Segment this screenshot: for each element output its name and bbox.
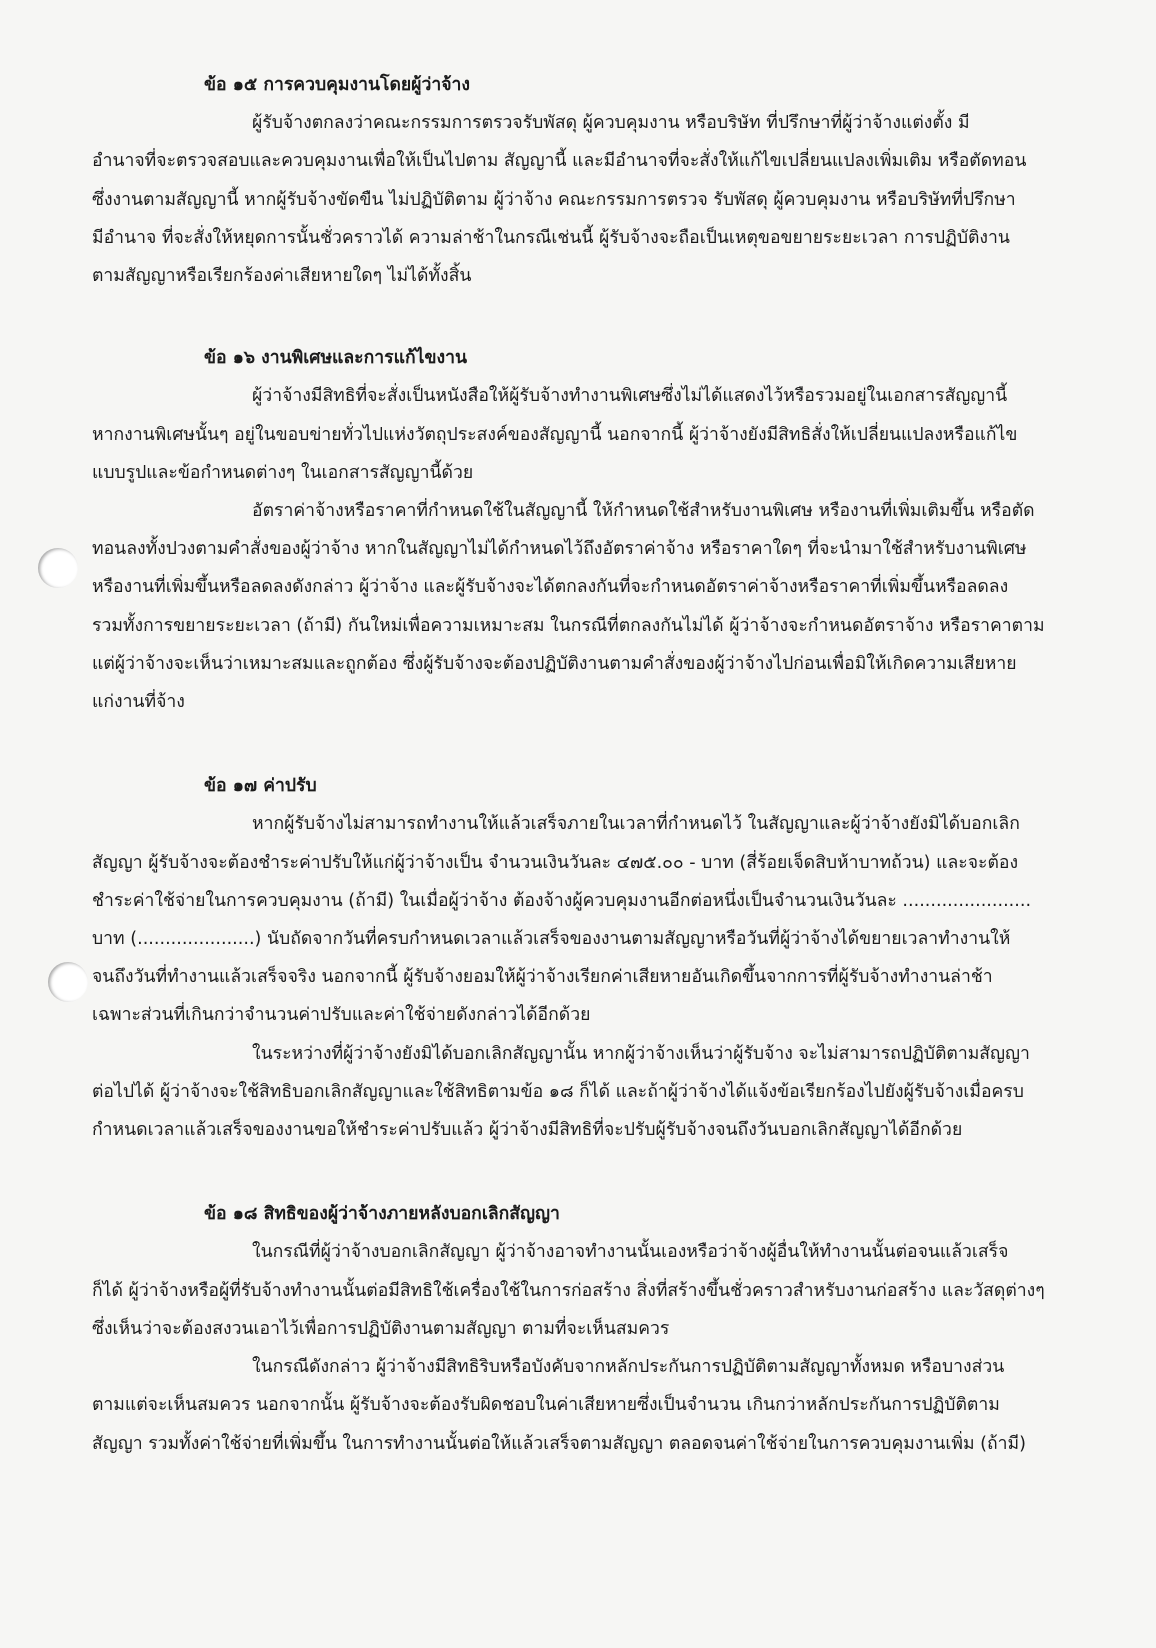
clause-17 (92, 767, 1062, 1149)
text-line: ผู้รับจ้างตกลงว่าคณะกรรมการตรวจรับพัสดุ ผู้ควบคุมงาน หรือบริษัท ที่ปรึกษาที่ผู้ว่าจ้างแต่งตั้ง มี (252, 113, 970, 134)
punch-hole-bottom (48, 962, 88, 1002)
clause-paragraph (92, 104, 1062, 295)
text-line: หากผู้รับจ้างไม่สามารถทำงานให้แล้วเสร็จภายในเวลาที่กำหนดไว้ ในสัญญาและผู้ว่าจ้างยังมิได้บอกเลิก (252, 814, 1020, 835)
punch-hole-top (38, 548, 78, 588)
text-line: ตามสัญญาหรือเรียกร้องค่าเสียหายใดๆ ไม่ได้ทั้งสิ้น (92, 266, 472, 287)
text-line: ซึ่งงานตามสัญญานี้ หากผู้รับจ้างขัดขืน ไม่ปฏิบัติตาม ผู้ว่าจ้าง คณะกรรมการตรวจ รับพัสดุ ผู้ควบคุมงาน หรือบริษัทที่ปรึกษา (92, 189, 1016, 210)
text-line: หากงานพิเศษนั้นๆ อยู่ในขอบข่ายทั่วไปแห่งวัตถุประสงค์ของสัญญานี้ นอกจากนี้ ผู้ว่าจ้างยังมีสิทธิสั่งให้เปลี่ยนแปลงหรือแก้ไข (92, 424, 1018, 445)
text-line: ในระหว่างที่ผู้ว่าจ้างยังมิได้บอกเลิกสัญญานั้น หากผู้ว่าจ้างเห็นว่าผู้รับจ้าง จะไม่สามารถปฏิบัติตามสัญญา (252, 1043, 1030, 1064)
text-line: เฉพาะส่วนที่เกินกว่าจำนวนค่าปรับและค่าใช้จ่ายดังกล่าวได้อีกด้วย (92, 1005, 591, 1026)
clause-15 (92, 66, 1062, 295)
document-body (92, 66, 1062, 1463)
clause-paragraph (92, 805, 1062, 1034)
text-line: ทอนลงทั้งปวงตามคำสั่งของผู้ว่าจ้าง หากในสัญญาไม่ได้กำหนดไว้ถึงอัตราค่าจ้าง หรือราคาใดๆ ที่จะนำมาใช้สำหรับงานพิเศษ (92, 539, 1027, 560)
text-line: แบบรูปและข้อกำหนดต่างๆ ในเอกสารสัญญานี้ด้วย (92, 462, 474, 483)
clause-paragraph (92, 492, 1062, 721)
text-line: ในกรณีดังกล่าว ผู้ว่าจ้างมีสิทธิริบหรือบังคับจากหลักประกันการปฏิบัติตามสัญญาทั้งหมด หรือบางส่วน (252, 1357, 1005, 1378)
text-line: มีอำนาจ ที่จะสั่งให้หยุดการนั้นชั่วคราวได้ ความล่าช้าในกรณีเช่นนี้ ผู้รับจ้างจะถือเป็นเหตุขอขยายระยะเวลา การปฏิบัติงาน (92, 227, 1010, 248)
text-line: บาท (.....................) นับถัดจากวันที่ครบกำหนดเวลาแล้วเสร็จของงานตามสัญญาหรือวันที่ผู้ว่าจ้างได้ขยายเวลาทำงานให้ (92, 929, 1011, 950)
clause-paragraph (92, 1348, 1062, 1463)
text-line: หรืองานที่เพิ่มขึ้นหรือลดลงดังกล่าว ผู้ว่าจ้าง และผู้รับจ้างจะได้ตกลงกันที่จะกำหนดอัตราค่าจ้างหรือราคาที่เพิ่มขึ้นหรือลดลง (92, 577, 1009, 598)
text-line: ซึ่งเห็นว่าจะต้องสงวนเอาไว้เพื่อการปฏิบัติงานตามสัญญา ตามที่จะเห็นสมควร (92, 1318, 670, 1339)
clause-heading: ข้อ ๑๕ การควบคุมงานโดยผู้ว่าจ้าง (204, 75, 471, 95)
text-line: อำนาจที่จะตรวจสอบและควบคุมงานเพื่อให้เป็นไปตาม สัญญานี้ และมีอำนาจที่จะสั่งให้แก้ไขเปลี่ยนแปลงเพิ่มเติม หรือตัดทอน (92, 151, 1027, 172)
text-line: สัญญา รวมทั้งค่าใช้จ่ายที่เพิ่มขึ้น ในการทำงานนั้นต่อให้แล้วเสร็จตามสัญญา ตลอดจนค่าใช้จ่ายในการควบคุมงานเพิ่ม (ถ้ามี) (92, 1433, 1026, 1454)
clause-paragraph (92, 1233, 1062, 1348)
clause-paragraph (92, 377, 1062, 492)
clause-heading: ข้อ ๑๘ สิทธิของผู้ว่าจ้างภายหลังบอกเลิกสัญญา (204, 1204, 560, 1225)
text-line: กำหนดเวลาแล้วเสร็จของงานขอให้ชำระค่าปรับแล้ว ผู้ว่าจ้างมีสิทธิที่จะปรับผู้รับจ้างจนถึงวันบอกเลิกสัญญาได้อีกด้วย (92, 1120, 963, 1141)
clause-paragraph (92, 1035, 1062, 1150)
text-line: อัตราค่าจ้างหรือราคาที่กำหนดใช้ในสัญญานี้ ให้กำหนดใช้สำหรับงานพิเศษ หรืองานที่เพิ่มเติมขึ้น หรือตัด (252, 501, 1035, 522)
text-line: จนถึงวันที่ทำงานแล้วเสร็จจริง นอกจากนี้ ผู้รับจ้างยอมให้ผู้ว่าจ้างเรียกค่าเสียหายอันเกิดขึ้นจากการที่ผู้รับจ้างทำงานล่าช้า (92, 967, 993, 988)
text-line: ก็ได้ ผู้ว่าจ้างหรือผู้ที่รับจ้างทำงานนั้นต่อมีสิทธิใช้เครื่องใช้ในการก่อสร้าง สิ่งที่สร้างขึ้นชั่วคราวสำหรับงานก่อสร้าง และวัสดุต่างๆ (92, 1280, 1045, 1301)
clause-16 (92, 339, 1062, 721)
text-line: ต่อไปได้ ผู้ว่าจ้างจะใช้สิทธิบอกเลิกสัญญาและใช้สิทธิตามข้อ ๑๘ ก็ได้ และถ้าผู้ว่าจ้างได้แจ้งข้อเรียกร้องไปยังผู้รับจ้างเมื่อครบ (92, 1081, 1024, 1102)
text-line: สัญญา ผู้รับจ้างจะต้องชำระค่าปรับให้แก่ผู้ว่าจ้างเป็น จำนวนเงินวันละ ๔๗๕.๐๐ - บาท (สี่ร้อยเจ็ดสิบห้าบาทถ้วน) และจะต้อง (92, 852, 1019, 873)
text-line: แต่ผู้ว่าจ้างจะเห็นว่าเหมาะสมและถูกต้อง ซึ่งผู้รับจ้างจะต้องปฏิบัติงานตามคำสั่งของผู้ว่าจ้างไปก่อนเพื่อมิให้เกิดความเสียหาย (92, 653, 1017, 674)
text-line: ในกรณีที่ผู้ว่าจ้างบอกเลิกสัญญา ผู้ว่าจ้างอาจทำงานนั้นเองหรือว่าจ้างผู้อื่นให้ทำงานนั้นต่อจนแล้วเสร็จ (252, 1242, 1009, 1263)
text-line: ชำระค่าใช้จ่ายในการควบคุมงาน (ถ้ามี) ในเมื่อผู้ว่าจ้าง ต้องจ้างผู้ควบคุมงานอีกต่อหนึ่งเป็นจำนวนเงินวันละ ....................... (92, 890, 1032, 911)
clause-18 (92, 1195, 1062, 1462)
clause-heading: ข้อ ๑๖ งานพิเศษและการแก้ไขงาน (204, 348, 467, 369)
text-line: ผู้ว่าจ้างมีสิทธิที่จะสั่งเป็นหนังสือให้ผู้รับจ้างทำงานพิเศษซึ่งไม่ได้แสดงไว้หรือรวมอยู่ในเอกสารสัญญานี้ (252, 386, 1008, 407)
text-line: แก่งานที่จ้าง (92, 692, 185, 713)
text-line: รวมทั้งการขยายระยะเวลา (ถ้ามี) กันใหม่เพื่อความเหมาะสม ในกรณีที่ตกลงกันไม่ได้ ผู้ว่าจ้างจะกำหนดอัตราจ้าง หรือราคาตาม (92, 615, 1045, 636)
text-line: ตามแต่จะเห็นสมควร นอกจากนั้น ผู้รับจ้างจะต้องรับผิดชอบในค่าเสียหายซึ่งเป็นจำนวน เกินกว่าหลักประกันการปฏิบัติตาม (92, 1395, 1000, 1416)
clause-heading: ข้อ ๑๗ ค่าปรับ (204, 776, 317, 797)
